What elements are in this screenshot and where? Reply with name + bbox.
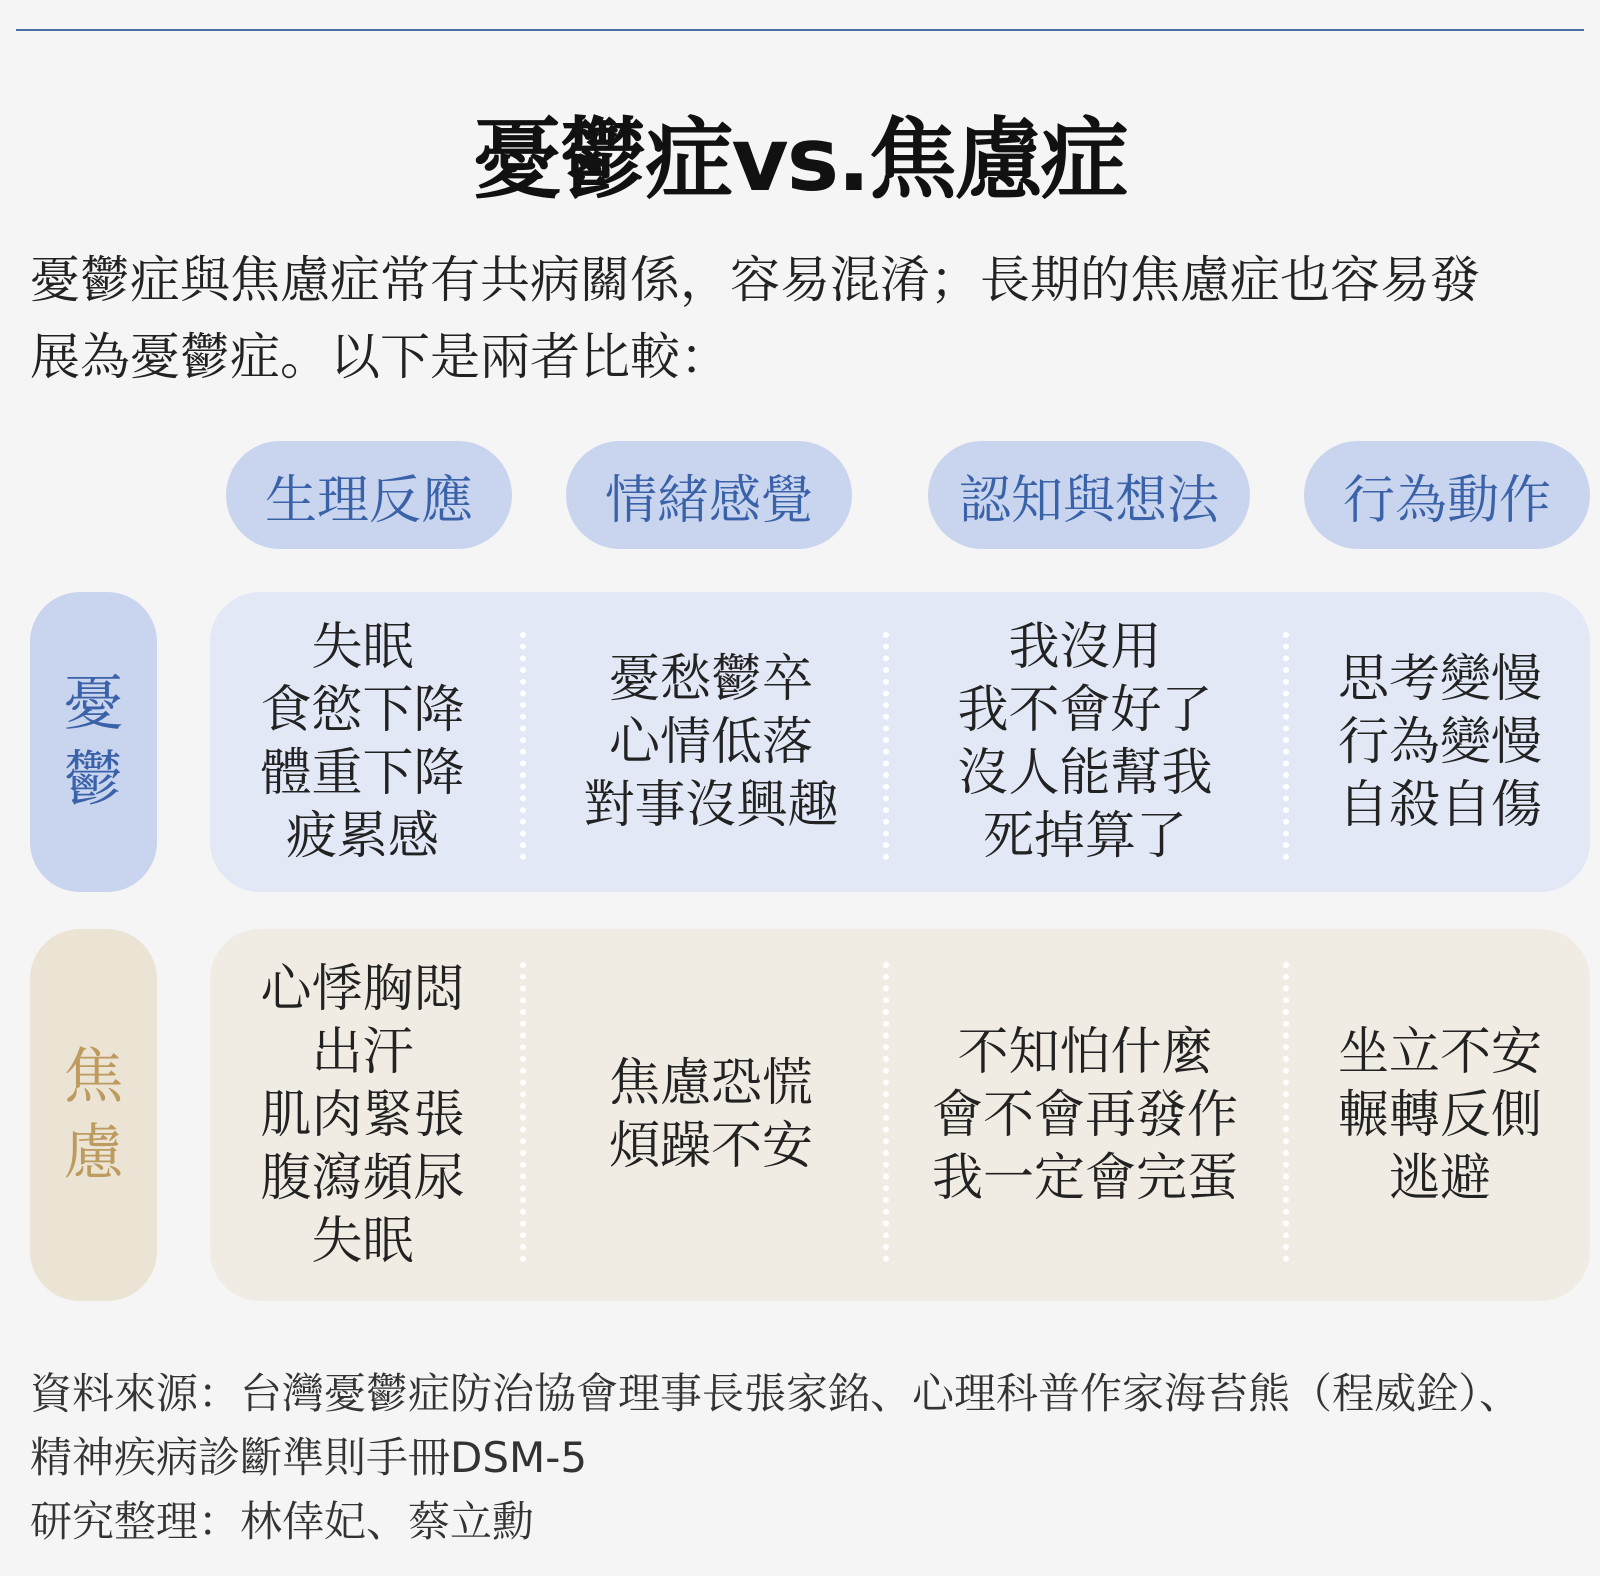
cell-line: 我沒用 (1008, 618, 1162, 677)
cell-line: 憂愁鬱卒 (608, 649, 813, 709)
row-label-char: 慮 (63, 1118, 124, 1188)
anxiety-cognitive-cell (887, 929, 1283, 1301)
row-label-char: 憂 (63, 669, 124, 739)
cell-line: 不知怕什麼 (957, 1022, 1213, 1082)
row-label-char: 焦 (63, 1042, 124, 1112)
cell-line: 坐立不安 (1337, 1022, 1542, 1082)
intro-line: 憂鬱症與焦慮症常有共病關係，容易混淆；長期的焦慮症也容易發 (30, 251, 1480, 309)
cell-line: 體重下降 (260, 744, 465, 803)
footer-line: 精神疾病診斷準則手冊DSM-5 (30, 1433, 588, 1482)
cell-line: 自殺自傷 (1337, 775, 1542, 835)
cell-line: 心情低落 (608, 712, 813, 772)
cell-line: 心悸胸悶 (260, 959, 465, 1019)
anxiety-behavioral-cell (1290, 929, 1590, 1301)
cell-line: 行為變慢 (1337, 712, 1542, 772)
footer-line: 研究整理：林倖妃、蔡立勳 (30, 1497, 535, 1546)
anxiety-emotional-cell (525, 929, 897, 1301)
cell-line: 出汗 (311, 1022, 414, 1082)
cell-line: 失眠 (311, 618, 414, 677)
column-header-behavioral: 行為動作 (1304, 441, 1590, 549)
cell-line: 我一定會完蛋 (931, 1148, 1238, 1208)
cell-line: 死掉算了 (982, 807, 1187, 866)
column-divider (883, 632, 889, 860)
column-header-cognitive: 認知與想法 (928, 441, 1250, 549)
row-label-char: 鬱 (63, 745, 124, 815)
column-divider (1283, 962, 1289, 1262)
depression-cognitive-cell (887, 592, 1283, 892)
source-footer (30, 1362, 1590, 1554)
intro-line: 展為憂鬱症。以下是兩者比較： (30, 328, 730, 386)
column-header-physiological: 生理反應 (226, 441, 512, 549)
cell-line: 食慾下降 (260, 681, 465, 740)
column-divider (520, 962, 526, 1262)
cell-line: 思考變慢 (1337, 649, 1542, 709)
page-title: 憂鬱症vs.焦慮症 (473, 108, 1127, 211)
cell-line: 逃避 (1388, 1148, 1491, 1208)
intro-text (30, 242, 1580, 396)
cell-line: 焦慮恐慌 (608, 1054, 813, 1113)
column-header-emotional: 情緒感覺 (566, 441, 852, 549)
row-label-depression (30, 592, 157, 892)
column-divider (520, 632, 526, 860)
column-divider (1283, 632, 1289, 860)
cell-line: 對事沒興趣 (583, 775, 839, 835)
depression-emotional-cell (525, 592, 897, 892)
anxiety-physiological-cell (210, 929, 515, 1301)
cell-line: 沒人能幫我 (957, 744, 1213, 803)
cell-line: 失眠 (311, 1211, 414, 1271)
depression-behavioral-cell (1290, 592, 1590, 892)
cell-line: 輾轉反側 (1337, 1085, 1542, 1145)
cell-line: 疲累感 (285, 807, 439, 866)
cell-line: 會不會再發作 (931, 1085, 1238, 1145)
cell-line: 肌肉緊張 (260, 1085, 465, 1145)
top-rule (16, 29, 1584, 31)
cell-line: 腹瀉頻尿 (260, 1148, 465, 1208)
cell-line: 煩躁不安 (608, 1117, 813, 1176)
depression-physiological-cell (210, 592, 515, 892)
footer-line: 資料來源：台灣憂鬱症防治協會理事長張家銘、心理科普作家海苔熊（程威銓）、 (30, 1369, 1522, 1418)
cell-line: 我不會好了 (957, 681, 1213, 740)
row-label-anxiety (30, 929, 157, 1301)
column-divider (883, 962, 889, 1262)
